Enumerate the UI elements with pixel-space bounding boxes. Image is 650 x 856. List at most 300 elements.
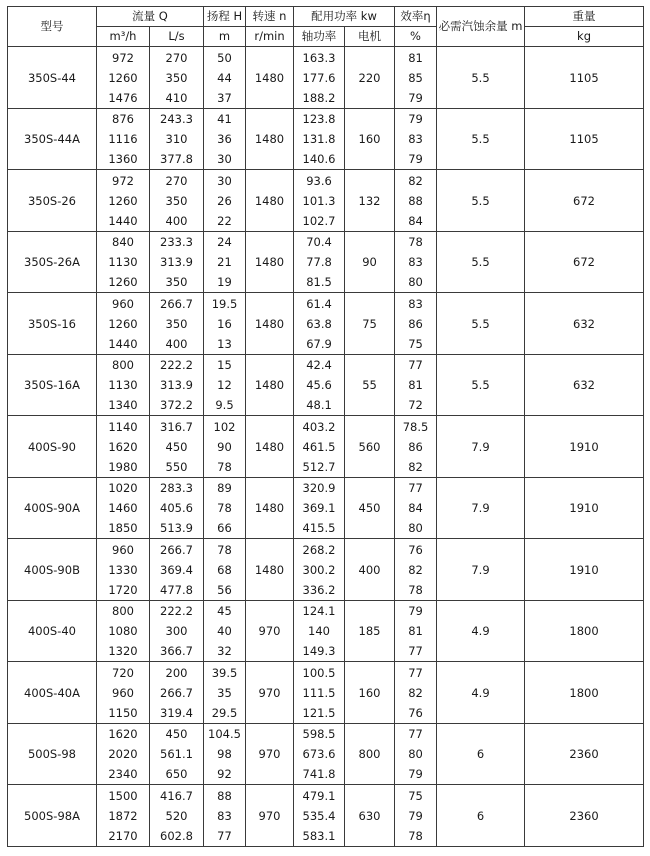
- table-row: [8, 47, 644, 109]
- cell-value: 78.5: [402, 419, 429, 434]
- cell-value: 163.3: [302, 50, 336, 65]
- cell-value: 741.8: [302, 767, 336, 782]
- cell-value: 30: [217, 173, 232, 188]
- speed-cell: 1480: [246, 416, 294, 478]
- flow-ls-cell: [150, 293, 204, 355]
- flow-m3h-cell: [97, 785, 150, 847]
- cell-value: 35: [217, 685, 232, 700]
- cell-value: 9.5: [215, 398, 234, 413]
- flow-ls-cell: [150, 108, 204, 170]
- head-cell: [204, 293, 246, 355]
- speed-cell: 970: [246, 785, 294, 847]
- cell-value: 75: [408, 336, 423, 351]
- weight-cell: 1105: [525, 47, 644, 109]
- cell-value: 89: [217, 481, 232, 496]
- head-cell: [204, 416, 246, 478]
- speed-cell: 1480: [246, 477, 294, 539]
- cell-value: 336.2: [302, 582, 336, 597]
- npsh-cell: 7.9: [437, 477, 525, 539]
- cell-value: 876: [112, 112, 134, 127]
- table-row: [8, 354, 644, 416]
- cell-value: 77: [408, 481, 423, 496]
- cell-value: 32: [217, 644, 232, 659]
- flow-m3h-cell: [97, 354, 150, 416]
- cell-value: 123.8: [302, 112, 336, 127]
- cell-value: 1500: [108, 788, 138, 803]
- cell-value: 1476: [108, 90, 138, 105]
- cell-value: 270: [165, 173, 188, 188]
- head-cell: [204, 662, 246, 724]
- cell-value: 41: [217, 112, 232, 127]
- cell-value: 450: [165, 727, 188, 742]
- cell-value: 320.9: [302, 481, 336, 496]
- cell-value: 369.1: [302, 501, 336, 516]
- cell-value: 535.4: [302, 808, 336, 823]
- cell-value: 81: [408, 50, 423, 65]
- cell-value: 90: [217, 439, 232, 454]
- table-row: [8, 108, 644, 170]
- head-cell: [204, 231, 246, 293]
- pump-spec-table: [7, 6, 644, 847]
- cell-value: 72: [408, 398, 423, 413]
- cell-value: 12: [217, 378, 232, 393]
- cell-value: 76: [408, 542, 423, 557]
- cell-value: 81.5: [306, 275, 332, 290]
- cell-value: 1360: [108, 152, 138, 167]
- head-cell: [204, 723, 246, 785]
- header-row-2: [8, 27, 644, 47]
- cell-value: 81: [408, 378, 423, 393]
- cell-value: 29.5: [211, 705, 238, 720]
- cell-value: 960: [112, 296, 134, 311]
- cell-value: 1850: [108, 521, 138, 536]
- motor-power-cell: 90: [345, 231, 395, 293]
- flow-m3h-cell: [97, 170, 150, 232]
- cell-value: 1130: [108, 378, 138, 393]
- motor-power-cell: 800: [345, 723, 395, 785]
- cell-value: 67.9: [306, 336, 332, 351]
- cell-value: 673.6: [302, 747, 336, 762]
- cell-value: 79: [408, 604, 423, 619]
- unit-head: m: [204, 27, 246, 47]
- cell-value: 77: [217, 828, 232, 843]
- table-row: [8, 662, 644, 724]
- npsh-cell: 6: [437, 785, 525, 847]
- weight-cell: 2360: [525, 723, 644, 785]
- speed-cell: 1480: [246, 539, 294, 601]
- cell-value: 19.5: [211, 296, 238, 311]
- cell-value: 405.6: [160, 501, 193, 516]
- weight-cell: 672: [525, 231, 644, 293]
- cell-value: 45: [217, 604, 232, 619]
- flow-m3h-cell: [97, 108, 150, 170]
- cell-value: 56: [217, 582, 232, 597]
- model-cell: 400S-90: [8, 416, 97, 478]
- cell-value: 222.2: [160, 604, 193, 619]
- cell-value: 1980: [108, 459, 138, 474]
- cell-value: 1330: [108, 562, 138, 577]
- cell-value: 39.5: [211, 665, 238, 680]
- cell-value: 1130: [108, 255, 138, 270]
- header-flow: 流量 Q: [97, 7, 204, 27]
- cell-value: 79: [408, 808, 423, 823]
- header-speed: 转速 n: [246, 7, 294, 27]
- cell-value: 79: [408, 90, 423, 105]
- cell-value: 44: [217, 70, 232, 85]
- unit-flow-m3h: m³/h: [97, 27, 150, 47]
- table-row: [8, 231, 644, 293]
- flow-m3h-cell: [97, 416, 150, 478]
- cell-value: 416.7: [160, 788, 193, 803]
- npsh-cell: 5.5: [437, 47, 525, 109]
- cell-value: 82: [408, 173, 423, 188]
- cell-value: 79: [408, 152, 423, 167]
- weight-cell: 1800: [525, 662, 644, 724]
- weight-cell: 1910: [525, 416, 644, 478]
- cell-value: 78: [217, 501, 232, 516]
- header-npsh: 必需汽蚀余量 m: [437, 7, 525, 47]
- cell-value: 22: [217, 213, 232, 228]
- flow-m3h-cell: [97, 477, 150, 539]
- cell-value: 83: [408, 132, 423, 147]
- model-cell: 400S-90A: [8, 477, 97, 539]
- cell-value: 1116: [108, 132, 138, 147]
- weight-cell: 632: [525, 293, 644, 355]
- speed-cell: 970: [246, 723, 294, 785]
- cell-value: 800: [112, 358, 134, 373]
- npsh-cell: 7.9: [437, 539, 525, 601]
- motor-power-cell: 450: [345, 477, 395, 539]
- cell-value: 283.3: [160, 481, 193, 496]
- cell-value: 1440: [108, 213, 138, 228]
- flow-m3h-cell: [97, 231, 150, 293]
- cell-value: 88: [217, 788, 232, 803]
- weight-cell: 1910: [525, 477, 644, 539]
- shaft-power-cell: [294, 354, 345, 416]
- cell-value: 26: [217, 193, 232, 208]
- cell-value: 140: [308, 624, 330, 639]
- motor-power-cell: 160: [345, 662, 395, 724]
- cell-value: 80: [408, 275, 423, 290]
- weight-cell: 1800: [525, 600, 644, 662]
- motor-power-cell: 132: [345, 170, 395, 232]
- motor-power-cell: 55: [345, 354, 395, 416]
- cell-value: 461.5: [302, 439, 336, 454]
- motor-power-cell: 630: [345, 785, 395, 847]
- cell-value: 233.3: [160, 235, 193, 250]
- cell-value: 1260: [108, 316, 138, 331]
- cell-value: 200: [165, 665, 188, 680]
- table-row: [8, 723, 644, 785]
- efficiency-cell: [395, 231, 437, 293]
- cell-value: 78: [217, 459, 232, 474]
- cell-value: 972: [112, 173, 134, 188]
- speed-cell: 1480: [246, 170, 294, 232]
- cell-value: 93.6: [306, 173, 332, 188]
- cell-value: 561.1: [160, 747, 193, 762]
- cell-value: 111.5: [302, 685, 336, 700]
- cell-value: 78: [217, 542, 232, 557]
- cell-value: 19: [217, 275, 232, 290]
- cell-value: 68: [217, 562, 232, 577]
- efficiency-cell: [395, 785, 437, 847]
- cell-value: 79: [408, 112, 423, 127]
- cell-value: 268.2: [302, 542, 336, 557]
- cell-value: 79: [408, 767, 423, 782]
- model-cell: 400S-90B: [8, 539, 97, 601]
- head-cell: [204, 354, 246, 416]
- cell-value: 84: [408, 501, 423, 516]
- header-power: 配用功率 kw: [294, 7, 395, 27]
- cell-value: 415.5: [302, 521, 336, 536]
- speed-cell: 1480: [246, 108, 294, 170]
- cell-value: 1340: [108, 398, 138, 413]
- cell-value: 377.8: [160, 152, 193, 167]
- speed-cell: 970: [246, 662, 294, 724]
- cell-value: 316.7: [160, 419, 193, 434]
- cell-value: 350: [165, 193, 188, 208]
- cell-value: 88: [408, 193, 423, 208]
- shaft-power-cell: [294, 662, 345, 724]
- cell-value: 479.1: [302, 788, 336, 803]
- cell-value: 222.2: [160, 358, 193, 373]
- speed-cell: 1480: [246, 231, 294, 293]
- cell-value: 2020: [108, 747, 138, 762]
- cell-value: 972: [112, 50, 134, 65]
- unit-motor: 电机: [345, 27, 395, 47]
- shaft-power-cell: [294, 47, 345, 109]
- cell-value: 270: [165, 50, 188, 65]
- cell-value: 140.6: [302, 152, 336, 167]
- cell-value: 86: [408, 439, 423, 454]
- shaft-power-cell: [294, 170, 345, 232]
- flow-ls-cell: [150, 416, 204, 478]
- cell-value: 310: [165, 132, 188, 147]
- efficiency-cell: [395, 477, 437, 539]
- shaft-power-cell: [294, 416, 345, 478]
- cell-value: 400: [165, 336, 188, 351]
- npsh-cell: 4.9: [437, 600, 525, 662]
- cell-value: 82: [408, 459, 423, 474]
- flow-ls-cell: [150, 170, 204, 232]
- cell-value: 1720: [108, 582, 138, 597]
- motor-power-cell: 400: [345, 539, 395, 601]
- cell-value: 550: [165, 459, 188, 474]
- cell-value: 372.2: [160, 398, 193, 413]
- cell-value: 1872: [108, 808, 138, 823]
- cell-value: 80: [408, 747, 423, 762]
- efficiency-cell: [395, 354, 437, 416]
- flow-ls-cell: [150, 785, 204, 847]
- motor-power-cell: 75: [345, 293, 395, 355]
- cell-value: 76: [408, 705, 423, 720]
- shaft-power-cell: [294, 539, 345, 601]
- cell-value: 92: [217, 767, 232, 782]
- cell-value: 81: [408, 624, 423, 639]
- cell-value: 410: [165, 90, 188, 105]
- table-row: [8, 785, 644, 847]
- cell-value: 1020: [108, 481, 138, 496]
- flow-m3h-cell: [97, 47, 150, 109]
- weight-cell: 1910: [525, 539, 644, 601]
- cell-value: 77: [408, 727, 423, 742]
- flow-ls-cell: [150, 723, 204, 785]
- cell-value: 313.9: [160, 255, 193, 270]
- cell-value: 400: [165, 213, 188, 228]
- header-row-1: [8, 7, 644, 27]
- cell-value: 21: [217, 255, 232, 270]
- motor-power-cell: 185: [345, 600, 395, 662]
- cell-value: 1620: [108, 439, 138, 454]
- model-cell: 350S-16A: [8, 354, 97, 416]
- shaft-power-cell: [294, 600, 345, 662]
- cell-value: 82: [408, 685, 423, 700]
- cell-value: 366.7: [160, 644, 193, 659]
- cell-value: 80: [408, 521, 423, 536]
- cell-value: 85: [408, 70, 423, 85]
- cell-value: 75: [408, 788, 423, 803]
- cell-value: 30: [217, 152, 232, 167]
- cell-value: 13: [217, 336, 232, 351]
- model-cell: 350S-16: [8, 293, 97, 355]
- cell-value: 313.9: [160, 378, 193, 393]
- cell-value: 124.1: [302, 604, 336, 619]
- shaft-power-cell: [294, 231, 345, 293]
- cell-value: 369.4: [160, 562, 193, 577]
- speed-cell: 970: [246, 600, 294, 662]
- cell-value: 960: [112, 542, 134, 557]
- shaft-power-cell: [294, 785, 345, 847]
- cell-value: 583.1: [302, 828, 336, 843]
- cell-value: 319.4: [160, 705, 193, 720]
- cell-value: 101.3: [302, 193, 336, 208]
- efficiency-cell: [395, 662, 437, 724]
- cell-value: 266.7: [160, 685, 193, 700]
- cell-value: 1080: [108, 624, 138, 639]
- cell-value: 1440: [108, 336, 138, 351]
- cell-value: 520: [165, 808, 188, 823]
- npsh-cell: 5.5: [437, 170, 525, 232]
- flow-m3h-cell: [97, 539, 150, 601]
- cell-value: 650: [165, 767, 188, 782]
- cell-value: 131.8: [302, 132, 336, 147]
- table-row: [8, 477, 644, 539]
- motor-power-cell: 220: [345, 47, 395, 109]
- cell-value: 78: [408, 828, 423, 843]
- motor-power-cell: 560: [345, 416, 395, 478]
- model-cell: 500S-98: [8, 723, 97, 785]
- efficiency-cell: [395, 539, 437, 601]
- efficiency-cell: [395, 47, 437, 109]
- cell-value: 2170: [108, 828, 138, 843]
- npsh-cell: 6: [437, 723, 525, 785]
- flow-ls-cell: [150, 477, 204, 539]
- cell-value: 83: [408, 296, 423, 311]
- weight-cell: 2360: [525, 785, 644, 847]
- unit-flow-ls: L/s: [150, 27, 204, 47]
- cell-value: 98: [217, 747, 232, 762]
- cell-value: 102.7: [302, 213, 336, 228]
- shaft-power-cell: [294, 477, 345, 539]
- efficiency-cell: [395, 723, 437, 785]
- cell-value: 177.6: [302, 70, 336, 85]
- cell-value: 61.4: [306, 296, 332, 311]
- table-row: [8, 170, 644, 232]
- cell-value: 350: [165, 275, 188, 290]
- head-cell: [204, 108, 246, 170]
- cell-value: 477.8: [160, 582, 193, 597]
- cell-value: 70.4: [306, 235, 332, 250]
- cell-value: 188.2: [302, 90, 336, 105]
- cell-value: 1320: [108, 644, 138, 659]
- cell-value: 83: [217, 808, 232, 823]
- cell-value: 36: [217, 132, 232, 147]
- cell-value: 450: [165, 439, 188, 454]
- head-cell: [204, 47, 246, 109]
- weight-cell: 1105: [525, 108, 644, 170]
- head-cell: [204, 600, 246, 662]
- cell-value: 1620: [108, 727, 138, 742]
- npsh-cell: 7.9: [437, 416, 525, 478]
- flow-m3h-cell: [97, 662, 150, 724]
- header-weight: 重量: [525, 7, 644, 27]
- unit-weight: kg: [525, 27, 644, 47]
- speed-cell: 1480: [246, 354, 294, 416]
- cell-value: 266.7: [160, 296, 193, 311]
- cell-value: 243.3: [160, 112, 193, 127]
- cell-value: 78: [408, 235, 423, 250]
- cell-value: 2340: [108, 767, 138, 782]
- cell-value: 300.2: [302, 562, 336, 577]
- npsh-cell: 5.5: [437, 354, 525, 416]
- unit-speed: r/min: [246, 27, 294, 47]
- model-cell: 400S-40A: [8, 662, 97, 724]
- motor-power-cell: 160: [345, 108, 395, 170]
- cell-value: 840: [112, 235, 134, 250]
- cell-value: 720: [112, 665, 134, 680]
- cell-value: 512.7: [302, 459, 336, 474]
- cell-value: 350: [165, 70, 188, 85]
- shaft-power-cell: [294, 723, 345, 785]
- cell-value: 48.1: [306, 398, 332, 413]
- shaft-power-cell: [294, 108, 345, 170]
- npsh-cell: 5.5: [437, 293, 525, 355]
- flow-ls-cell: [150, 600, 204, 662]
- cell-value: 350: [165, 316, 188, 331]
- unit-efficiency: %: [395, 27, 437, 47]
- head-cell: [204, 477, 246, 539]
- cell-value: 602.8: [160, 828, 193, 843]
- header-head: 扬程 H: [204, 7, 246, 27]
- efficiency-cell: [395, 108, 437, 170]
- flow-ls-cell: [150, 47, 204, 109]
- model-cell: 350S-26: [8, 170, 97, 232]
- cell-value: 102: [213, 419, 236, 434]
- cell-value: 104.5: [208, 727, 241, 742]
- cell-value: 77: [408, 665, 423, 680]
- cell-value: 1260: [108, 275, 138, 290]
- model-cell: 350S-26A: [8, 231, 97, 293]
- cell-value: 16: [217, 316, 232, 331]
- cell-value: 82: [408, 562, 423, 577]
- cell-value: 24: [217, 235, 232, 250]
- head-cell: [204, 170, 246, 232]
- efficiency-cell: [395, 600, 437, 662]
- cell-value: 800: [112, 604, 134, 619]
- cell-value: 77.8: [306, 255, 332, 270]
- cell-value: 1260: [108, 193, 138, 208]
- cell-value: 77: [408, 358, 423, 373]
